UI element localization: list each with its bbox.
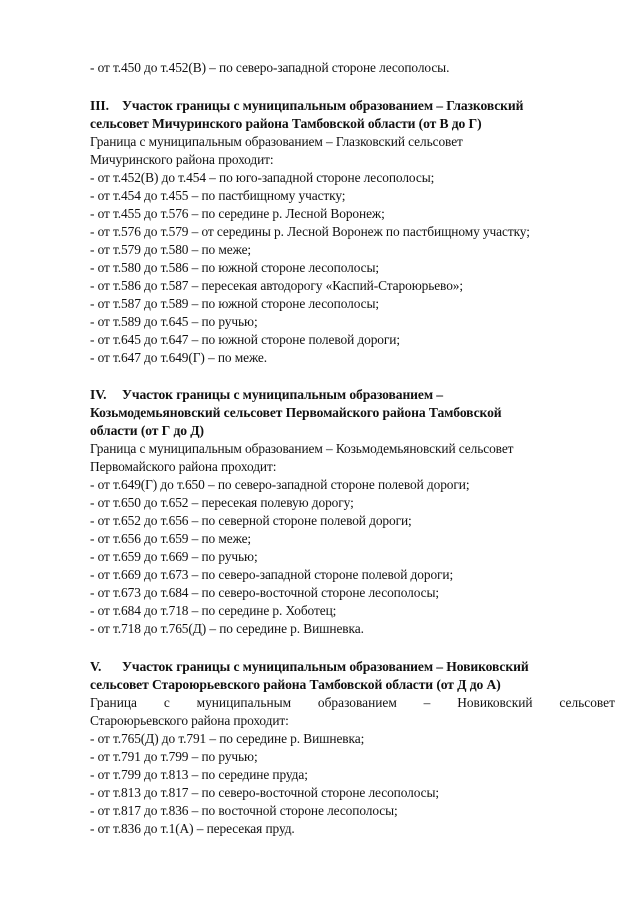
list-item: - от т.817 до т.836 – по восточной стороне лесополосы; <box>90 803 398 818</box>
list-item: - от т.579 до т.580 – по меже; <box>90 242 252 257</box>
section-5 <box>90 658 615 838</box>
section-4-number: IV. <box>90 387 107 402</box>
section-5-intro-line-1 <box>90 694 615 712</box>
list-item: - от т.656 до т.659 – по меже; <box>90 531 252 546</box>
section-4-heading-line-3: области (от Г до Д) <box>90 423 204 438</box>
top-line: - от т.450 до т.452(В) – по северо-западной стороне лесополосы. <box>90 60 450 75</box>
list-item: - от т.813 до т.817 – по северо-восточной стороне лесополосы; <box>90 785 440 800</box>
list-item: - от т.659 до т.669 – по ручью; <box>90 549 258 564</box>
list-item: - от т.649(Г) до т.650 – по северо-западной стороне полевой дороги; <box>90 477 470 492</box>
section-5-number: V. <box>90 659 102 674</box>
intro-word: образованием <box>317 695 397 710</box>
list-item: - от т.652 до т.656 – по северной стороне полевой дороги; <box>90 513 412 528</box>
list-item: - от т.650 до т.652 – пересекая полевую дорогу; <box>90 495 354 510</box>
section-4-heading-line-1: Участок границы с муниципальным образованием – <box>122 387 444 402</box>
document-page <box>90 59 615 838</box>
list-item: - от т.718 до т.765(Д) – по середине р. Вишневка. <box>90 621 364 636</box>
section-4-heading <box>90 386 615 404</box>
section-3-intro-line-1: Граница с муниципальным образованием – Глазковский сельсовет <box>90 134 463 149</box>
list-item: - от т.587 до т.589 – по южной стороне лесополосы; <box>90 296 379 311</box>
section-3-heading-line-2: сельсовет Мичуринского района Тамбовской области (от В до Г) <box>90 116 482 131</box>
section-3-number: III. <box>90 98 109 113</box>
list-item: - от т.765(Д) до т.791 – по середине р. Вишневка; <box>90 731 365 746</box>
section-3 <box>90 97 615 367</box>
intro-word: с <box>163 695 170 710</box>
section-5-heading-line-2: сельсовет Староюрьевского района Тамбовской области (от Д до А) <box>90 677 501 692</box>
section-4-list <box>90 476 615 638</box>
intro-word: Граница <box>90 695 137 710</box>
list-item: - от т.799 до т.813 – по середине пруда; <box>90 767 308 782</box>
section-3-heading <box>90 97 615 115</box>
list-item: - от т.589 до т.645 – по ручью; <box>90 314 258 329</box>
list-item: - от т.455 до т.576 – по середине р. Лесной Воронеж; <box>90 206 385 221</box>
intro-word: муниципальным <box>196 695 292 710</box>
section-5-heading-line-1: Участок границы с муниципальным образованием – Новиковский <box>122 659 529 674</box>
list-item: - от т.454 до т.455 – по пастбищному участку; <box>90 188 346 203</box>
list-item: - от т.586 до т.587 – пересекая автодорогу «Каспий-Староюрьево»; <box>90 278 464 293</box>
list-item: - от т.645 до т.647 – по южной стороне полевой дороги; <box>90 332 400 347</box>
section-3-heading-line-1: Участок границы с муниципальным образованием – Глазковский <box>122 98 524 113</box>
section-5-intro-line-2: Староюрьевского района проходит: <box>90 713 289 728</box>
list-item: - от т.836 до т.1(А) – пересекая пруд. <box>90 821 295 836</box>
section-4-intro-line-1: Граница с муниципальным образованием – Козьмодемьяновский сельсовет <box>90 441 514 456</box>
section-4-heading-line-2: Козьмодемьяновский сельсовет Первомайского района Тамбовской <box>90 405 502 420</box>
section-5-list <box>90 730 615 838</box>
list-item: - от т.647 до т.649(Г) – по меже. <box>90 350 268 365</box>
section-3-list <box>90 169 615 367</box>
section-5-heading <box>90 658 615 676</box>
section-3-intro-line-2: Мичуринского района проходит: <box>90 152 274 167</box>
section-4 <box>90 386 615 638</box>
intro-word: Новиковский <box>457 695 533 710</box>
section-4-intro-line-2: Первомайского района проходит: <box>90 459 277 474</box>
list-item: - от т.669 до т.673 – по северо-западной стороне полевой дороги; <box>90 567 454 582</box>
list-item: - от т.576 до т.579 – от середины р. Лесной Воронеж по пастбищному участку; <box>90 224 530 239</box>
list-item: - от т.580 до т.586 – по южной стороне лесополосы; <box>90 260 379 275</box>
intro-word: – <box>423 695 431 710</box>
list-item: - от т.684 до т.718 – по середине р. Хоботец; <box>90 603 337 618</box>
list-item: - от т.452(В) до т.454 – по юго-западной стороне лесополосы; <box>90 170 435 185</box>
intro-word: сельсовет <box>559 695 615 710</box>
list-item: - от т.673 до т.684 – по северо-восточной стороне лесополосы; <box>90 585 440 600</box>
list-item: - от т.791 до т.799 – по ручью; <box>90 749 258 764</box>
